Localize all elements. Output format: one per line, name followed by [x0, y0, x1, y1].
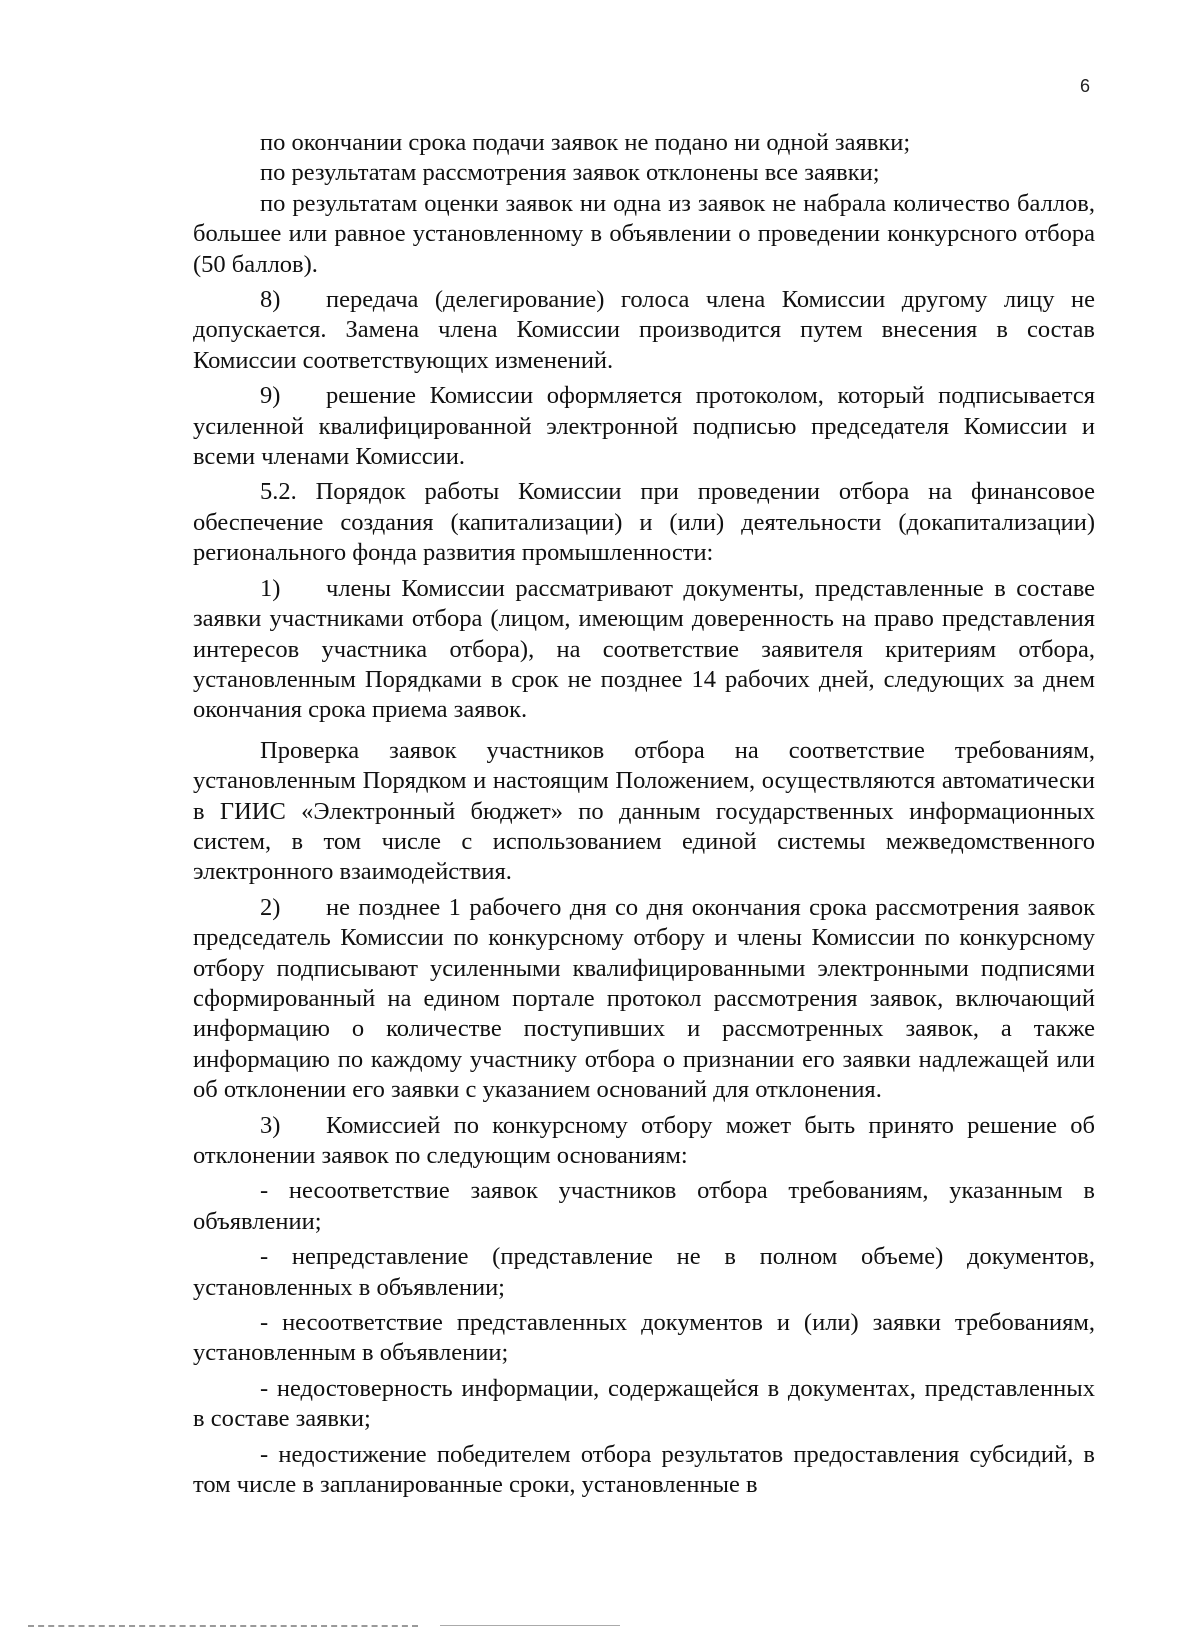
- list-item: - недостоверность информации, содержащейся в документах, представленных в составе заявки;: [193, 1374, 1095, 1433]
- numbered-paragraph: [193, 381, 1095, 472]
- paragraph: по результатам оценки заявок ни одна из заявок не набрала количество баллов, большее или равное установленному в объявлении о проведении конкурсного отбора (50 баллов).: [193, 189, 1095, 278]
- item-number: 1): [260, 574, 281, 602]
- item-number: 9): [260, 382, 281, 410]
- numbered-paragraph: [193, 574, 1095, 726]
- paragraph-text: передача (делегирование) голоса члена Комиссии другому лицу не допускается. Замена члена Комиссии производится путем внесения в состав Комиссии соответствующих изменений.: [193, 286, 1095, 374]
- numbered-paragraph: [193, 893, 1095, 1106]
- document-body: [193, 128, 1095, 1500]
- list-item: - несоответствие заявок участников отбора требованиям, указанным в объявлении;: [193, 1177, 1095, 1235]
- item-number: 2): [260, 893, 281, 921]
- paragraph-text: решение Комиссии оформляется протоколом, который подписывается усиленной квалифицированной электронной подписью председателя Комиссии и всеми членами Комиссии.: [193, 382, 1095, 471]
- item-number: 8): [260, 286, 281, 314]
- item-number: 3): [260, 1111, 281, 1139]
- list-item: - недостижение победителем отбора результатов предоставления субсидий, в том числе в запланированные сроки, установленные в: [193, 1440, 1095, 1499]
- scan-artifact-line: [28, 1625, 418, 1628]
- paragraph: Проверка заявок участников отбора на соответствие требованиям, установленным Порядком и настоящим Положением, осуществляются автоматически в ГИИС «Электронный бюджет» по данным государственных информационных систем, в том числе с использованием единой системы межведомственного электронного взаимодействия.: [193, 736, 1095, 886]
- paragraph-text: Комиссией по конкурсному отбору может быть принято решение об отклонении заявок по следующим основаниям:: [193, 1111, 1095, 1169]
- numbered-paragraph: [193, 285, 1095, 376]
- list-item: - непредставление (представление не в полном объеме) документов, установленных в объявлении;: [193, 1243, 1095, 1301]
- section-paragraph: 5.2. Порядок работы Комиссии при проведении отбора на финансовое обеспечение создания (капитализации) и (или) деятельности (докапитализации) регионального фонда развития промышленности:: [193, 478, 1095, 567]
- paragraph-text: члены Комиссии рассматривают документы, представленные в составе заявки участниками отбора (лицом, имеющим доверенность на право представления интересов участника отбора), на соответствие заявителя критериям отбора, установленным Порядками в срок не позднее 14 рабочих дней, следующих за днем окончания срока приема заявок.: [193, 574, 1095, 724]
- scan-artifact-line: [440, 1625, 620, 1627]
- page-number: 6: [1080, 76, 1091, 96]
- paragraph-text: не позднее 1 рабочего дня со дня окончания срока рассмотрения заявок председатель Комиссии по конкурсному отбору и члены Комиссии по конкурсному отбору подписывают усиленными квалифицированными электронными подписями сформированный на едином портале протокол рассмотрения заявок, включающий информацию о количестве поступивших и рассмотренных заявок, а также информацию по каждому участнику отбора о признании его заявки надлежащей или об отклонении его заявки с указанием оснований для отклонения.: [193, 893, 1095, 1104]
- paragraph: по окончании срока подачи заявок не подано ни одной заявки;: [260, 129, 911, 156]
- list-item: - несоответствие представленных документов и (или) заявки требованиям, установленным в объявлении;: [193, 1309, 1095, 1367]
- numbered-paragraph: [193, 1111, 1095, 1172]
- paragraph: по результатам рассмотрения заявок отклонены все заявки;: [260, 159, 880, 187]
